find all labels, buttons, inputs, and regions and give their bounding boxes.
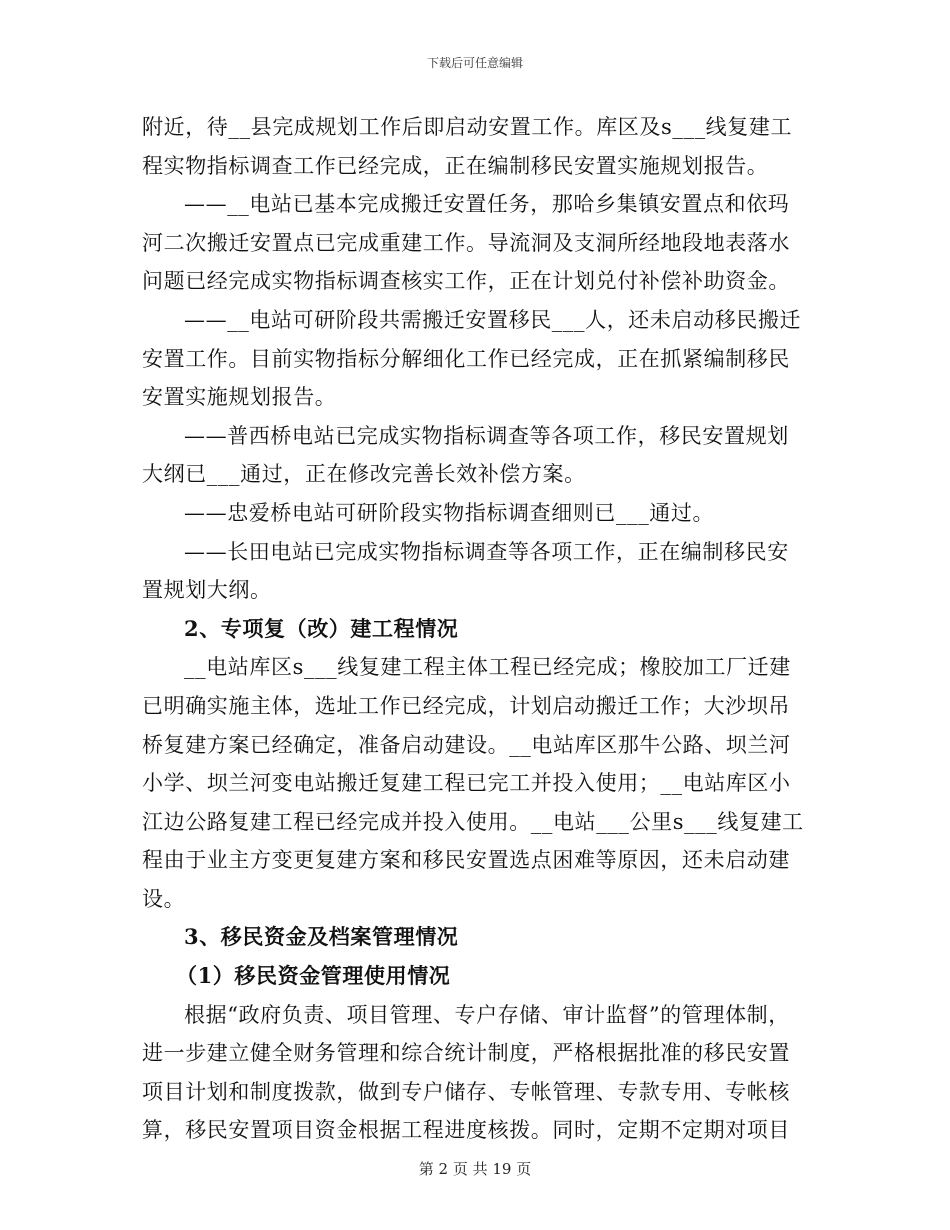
text-line: 桥复建方案已经确定，准备启动建设。__电站库区那牛公路、坝兰河 — [142, 732, 791, 757]
text-line: 大纲已___通过，正在修改完善长效补偿方案。 — [142, 462, 586, 487]
text-line: 根据“政府负责、项目管理、专户存储、审计监督”的管理体制， — [184, 1002, 790, 1027]
text-line: ——__电站可研阶段共需搬迁安置移民___人，还未启动移民搬迁 — [184, 307, 802, 332]
page-footer: 第 2 页 共 19 页 — [418, 1160, 532, 1178]
text-line: ——长田电站已完成实物指标调查等各项工作，正在编制移民安 — [184, 539, 789, 564]
text-line: 河二次搬迁安置点已完成重建工作。导流洞及支洞所经地段地表落水 — [142, 230, 790, 255]
text-line: 设。 — [142, 886, 186, 911]
text-line: 项目计划和制度拨款，做到专户储存、专帐管理、专款专用、专帐核 — [142, 1079, 790, 1104]
text-line: 进一步建立健全财务管理和综合统计制度，严格根据批准的移民安置 — [142, 1041, 790, 1066]
text-line: 附近，待__县完成规划工作后即启动安置工作。库区及s___线复建工 — [142, 115, 793, 139]
text-line: __电站库区s___线复建工程主体工程已经完成；橡胶加工厂迁建 — [184, 655, 791, 680]
text-line: 安置工作。目前实物指标分解细化工作已经完成，正在抓紧编制移民 — [142, 346, 790, 371]
text-line: ——普西桥电站已完成实物指标调查等各项工作，移民安置规划 — [184, 423, 789, 448]
text-line: ——忠爱桥电站可研阶段实物指标调查细则已___通过。 — [184, 500, 715, 525]
section-heading: 2、专项复（改）建工程情况 — [184, 615, 459, 641]
text-line: 程由于业主方变更复建方案和移民安置选点困难等原因，还未启动建 — [142, 848, 790, 873]
section-heading: 3、移民资金及档案管理情况 — [184, 924, 459, 950]
text-line: 已明确实施主体，选址工作已经完成，计划启动搬迁工作；大沙坝吊 — [142, 693, 790, 718]
page-header: 下载后可任意编辑 — [426, 56, 523, 70]
text-line: 算，移民安置项目资金根据工程进度核拨。同时，定期不定期对项目 — [142, 1118, 790, 1143]
text-line: 江边公路复建工程已经完成并投入使用。__电站___公里s___线复建工 — [142, 809, 804, 834]
text-line: 置规划大纲。 — [142, 578, 272, 603]
text-line: 程实物指标调查工作已经完成，正在编制移民安置实施规划报告。 — [142, 153, 769, 178]
text-line: ——__电站已基本完成搬迁安置任务，那哈乡集镇安置点和依玛 — [184, 192, 790, 217]
text-line: 小学、坝兰河变电站搬迁复建工程已完工并投入使用；__电站库区小 — [142, 771, 791, 796]
subsection-heading: （1）移民资金管理使用情况 — [176, 963, 451, 989]
text-line: 安置实施规划报告。 — [142, 385, 337, 410]
document-body — [142, 108, 804, 1150]
text-line: 问题已经完成实物指标调查核实工作，正在计划兑付补偿补助资金。 — [142, 269, 790, 294]
